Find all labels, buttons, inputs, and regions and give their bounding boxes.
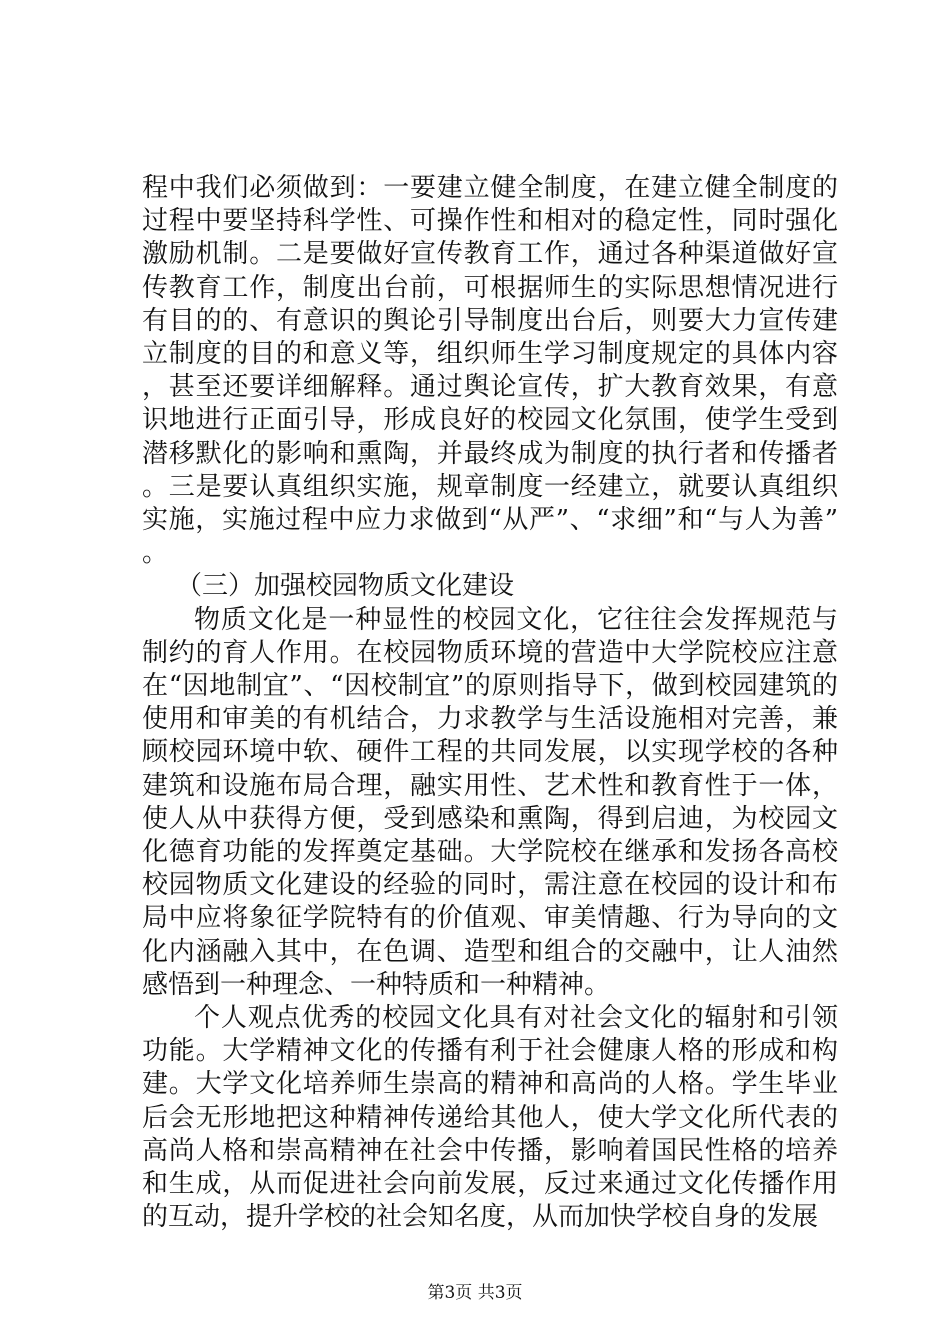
document-body (142, 172, 838, 1235)
paragraph-personal-view: 个人观点优秀的校园文化具有对社会文化的辐射和引领功能。大学精神文化的传播有利于社会健康人格的形成和构建。大学文化培养师生崇高的精神和高尚的人格。学生毕业后会无形地把这种精神传递给其他人，使大学文化所代表的高尚人格和崇高精神在社会中传播，影响着国民性格的培养和生成，从而促进社会向前发展，反过来通过文化传播作用的互动，提升学校的社会知名度，从而加快学校自身的发展 (142, 1003, 838, 1233)
paragraph-material-culture: 物质文化是一种显性的校园文化，它往往会发挥规范与制约的育人作用。在校园物质环境的营造中大学院校应注意在“因地制宜”、“因校制宜”的原则指导下，做到校园建筑的使用和审美的有机结合，力求教学与生活设施相对完善，兼顾校园环境中软、硬件工程的共同发展，以实现学校的各种建筑和设施布局合理，融实用性、艺术性和教育性于一体，使人从中获得方便，受到感染和熏陶，得到启迪，为校园文化德育功能的发挥奠定基础。大学院校在继承和发扬各高校校园物质文化建设的经验的同时，需注意在校园的设计和布局中应将象征学院特有的价值观、审美情趣、行为导向的文化内涵融入其中，在色调、造型和组合的交融中，让人油然感悟到一种理念、一种特质和一种精神。 (142, 604, 838, 1000)
page-footer: 第3页 共3页 (427, 1283, 523, 1303)
paragraph-continuation: 程中我们必须做到：一要建立健全制度，在建立健全制度的过程中要坚持科学性、可操作性和相对的稳定性，同时强化激励机制。二是要做好宣传教育工作，通过各种渠道做好宣传教育工作，制度出台前，可根据师生的实际思想情况进行有目的的、有意识的舆论引导制度出台后，则要大力宣传建立制度的目的和意义等，组织师生学习制度规定的具体内容，甚至还要详细解释。通过舆论宣传，扩大教育效果，有意识地进行正面引导，形成良好的校园文化氛围，使学生受到潜移默化的影响和熏陶，并最终成为制度的执行者和传播者。三是要认真组织实施，规章制度一经建立，就要认真组织实施，实施过程中应力求做到“从严”、“求细”和“与人为善”。 (142, 173, 838, 569)
section-heading: （三）加强校园物质文化建设 (176, 571, 515, 602)
